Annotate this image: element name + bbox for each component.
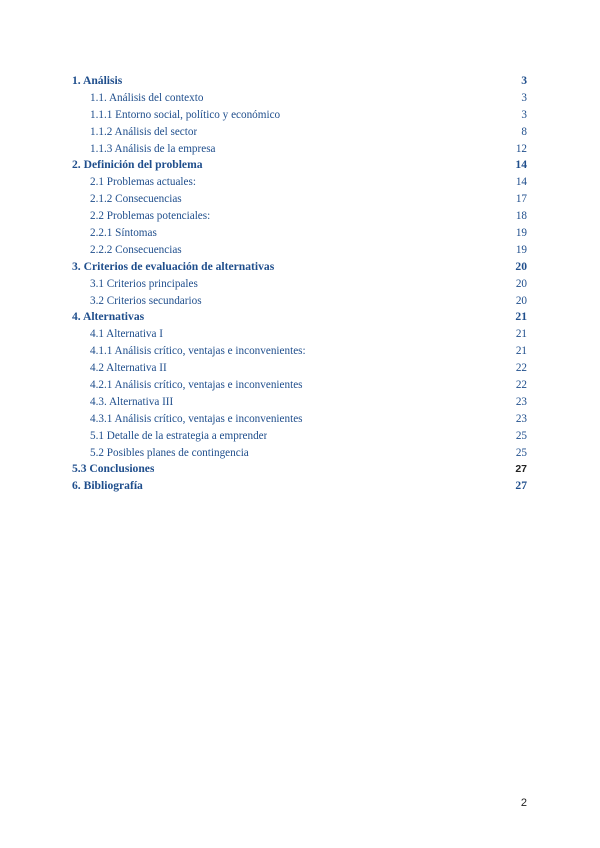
toc-entry-chapter[interactable] — [72, 259, 527, 276]
toc-entry-title: 3. Criterios de evaluación de alternativas — [72, 259, 275, 273]
toc-entry-page: 21 — [515, 345, 527, 358]
toc-entry-page: 12 — [515, 142, 527, 155]
toc-entry-title: 1.1. Análisis del contexto — [90, 91, 204, 104]
toc-entry-title: 2.2 Problemas potenciales: — [90, 210, 211, 223]
toc-entry-title: 2.2.1 Síntomas — [90, 227, 157, 240]
toc-entry-section[interactable] — [72, 411, 527, 428]
toc-entry-section[interactable] — [72, 428, 527, 445]
toc-entry-page: 23 — [515, 412, 527, 425]
toc-entry-section[interactable] — [72, 360, 527, 377]
toc-entry-page: 19 — [515, 227, 527, 240]
toc-entry-title: 1.1.2 Análisis del sector — [90, 125, 198, 138]
toc-entry-page: 14 — [515, 158, 527, 172]
toc-entry-title: 4.3. Alternativa III — [90, 395, 174, 408]
toc-entry-page: 27 — [515, 463, 527, 476]
toc-entry-page: 22 — [515, 379, 527, 392]
toc-entry-title: 4. Alternativas — [72, 310, 145, 324]
toc-entry-chapter[interactable] — [72, 461, 527, 478]
toc-entry-section[interactable] — [72, 343, 527, 360]
toc-entry-page: 20 — [515, 277, 527, 290]
toc-entry-title: 4.1 Alternativa I — [90, 328, 164, 341]
toc-entry-title: 1.1.1 Entorno social, político y económico — [90, 108, 281, 121]
toc-entry-page: 14 — [515, 176, 527, 189]
toc-entry-page: 19 — [515, 243, 527, 256]
toc-entry-section[interactable] — [72, 377, 527, 394]
toc-entry-title: 1.1.3 Análisis de la empresa — [90, 142, 216, 155]
toc-entry-title: 2.2.2 Consecuencias — [90, 243, 182, 256]
toc-entry-title: 2.1.2 Consecuencias — [90, 193, 182, 206]
toc-entry-page: 25 — [515, 446, 527, 459]
toc-entry-title: 6. Bibliografía — [72, 479, 143, 493]
toc-entry-section[interactable] — [72, 107, 527, 124]
toc-entry-title: 3.2 Criterios secundarios — [90, 294, 202, 307]
toc-entry-title: 4.1.1 Análisis crítico, ventajas e inconvenientes: — [90, 345, 306, 358]
toc-entry-title: 1. Análisis — [72, 74, 123, 87]
toc-entry-chapter[interactable] — [72, 157, 527, 174]
toc-entry-page: 22 — [515, 362, 527, 375]
toc-entry-section[interactable] — [72, 293, 527, 310]
toc-entry-page: 27 — [515, 479, 527, 493]
toc-entry-section[interactable] — [72, 124, 527, 141]
toc-entry-title: 5.2 Posibles planes de contingencia — [90, 446, 249, 459]
toc-entry-section[interactable] — [72, 242, 527, 259]
toc-entry-section[interactable] — [72, 174, 527, 191]
toc-entry-section[interactable] — [72, 90, 527, 107]
toc-entry-chapter[interactable] — [72, 478, 527, 495]
toc-entry-section[interactable] — [72, 445, 527, 462]
toc-entry-page: 20 — [515, 294, 527, 307]
toc-entry-page: 20 — [515, 259, 527, 273]
page-number: 2 — [520, 797, 527, 809]
toc-entry-page: 21 — [515, 328, 527, 341]
toc-entry-page: 3 — [521, 108, 527, 121]
toc-entry-section[interactable] — [72, 191, 527, 208]
toc-entry-section[interactable] — [72, 326, 527, 343]
toc-entry-page: 23 — [515, 395, 527, 408]
toc-entry-page: 3 — [521, 74, 527, 87]
toc-entry-chapter[interactable] — [72, 73, 527, 90]
toc-entry-page: 3 — [521, 91, 527, 104]
toc-entry-page: 25 — [515, 429, 527, 442]
toc-entry-title: 4.2.1 Análisis crítico, ventajas e inconvenientes — [90, 379, 303, 392]
toc-entry-title: 3.1 Criterios principales — [90, 277, 198, 290]
toc-entry-section[interactable] — [72, 141, 527, 158]
toc-entry-section[interactable] — [72, 276, 527, 293]
toc-entry-section[interactable] — [72, 208, 527, 225]
toc-entry-title: 5.3 Conclusiones — [72, 462, 155, 476]
toc-entry-title: 4.3.1 Análisis crítico, ventajas e inconvenientes — [90, 412, 303, 425]
toc-entry-chapter[interactable] — [72, 309, 527, 326]
toc-entry-title: 2.1 Problemas actuales: — [90, 176, 196, 189]
table-of-contents — [72, 73, 527, 495]
toc-entry-page: 18 — [515, 210, 527, 223]
toc-entry-page: 17 — [515, 193, 527, 206]
toc-entry-title: 2. Definición del problema — [72, 158, 203, 172]
toc-entry-page: 8 — [521, 125, 527, 138]
toc-entry-page: 21 — [515, 310, 527, 324]
toc-entry-section[interactable] — [72, 225, 527, 242]
toc-entry-title: 4.2 Alternativa II — [90, 362, 167, 375]
toc-entry-title: 5.1 Detalle de la estrategia a emprender — [90, 429, 268, 442]
toc-entry-section[interactable] — [72, 394, 527, 411]
